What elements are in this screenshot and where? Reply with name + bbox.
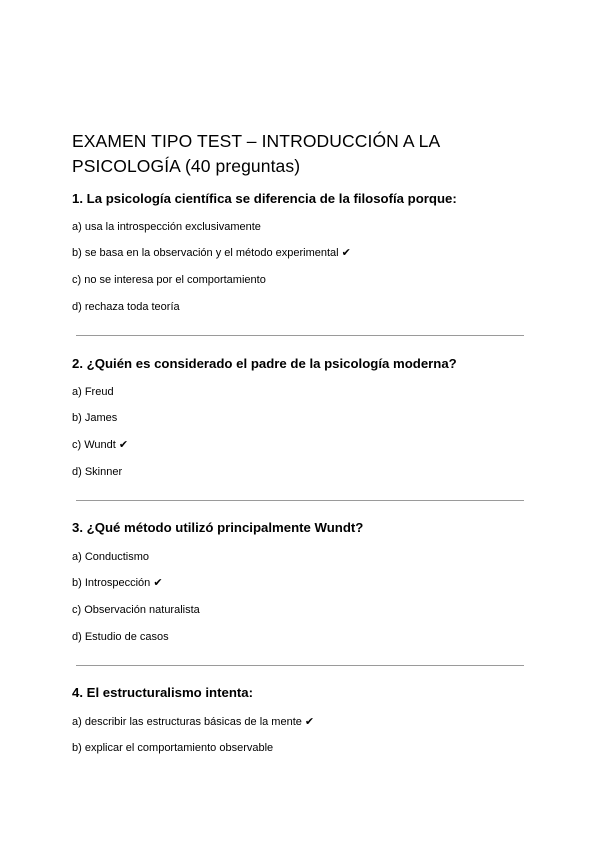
question-2-option-c: c) Wundt ✔ [72, 439, 129, 451]
question-2: 2. ¿Quién es considerado el padre de la psicología moderna? [72, 356, 457, 371]
question-2-option-d: d) Skinner [72, 466, 123, 478]
document-title: EXAMEN TIPO TEST – INTRODUCCIÓN A LA PSICOLOGÍA (40 preguntas) [72, 131, 440, 176]
question-3-option-b: b) Introspección ✔ [72, 577, 163, 589]
question-2-option-a: a) Freud [72, 386, 114, 398]
separator-line [76, 500, 524, 501]
question-1-option-b: b) se basa en la observación y el método experimental ✔ [72, 247, 351, 259]
question-4-option-a: a) describir las estructuras básicas de la mente ✔ [72, 716, 315, 728]
question-4: 4. El estructuralismo intenta: [72, 685, 254, 700]
question-2-option-b: b) James [72, 412, 118, 424]
question-3-option-a: a) Conductismo [72, 551, 150, 563]
question-1-option-a: a) usa la introspección exclusivamente [72, 221, 261, 233]
separator-line [76, 335, 524, 336]
question-1: 1. La psicología científica se diferencia de la filosofía porque: [72, 191, 457, 206]
question-1-option-d: d) rechaza toda teoría [72, 301, 180, 313]
question-1-option-c: c) no se interesa por el comportamiento [72, 274, 266, 286]
question-3-option-c: c) Observación naturalista [72, 604, 200, 616]
question-4-option-b: b) explicar el comportamiento observable [72, 742, 274, 754]
question-3-option-d: d) Estudio de casos [72, 631, 169, 643]
separator-line [76, 665, 524, 666]
question-3: 3. ¿Qué método utilizó principalmente Wundt? [72, 520, 364, 535]
